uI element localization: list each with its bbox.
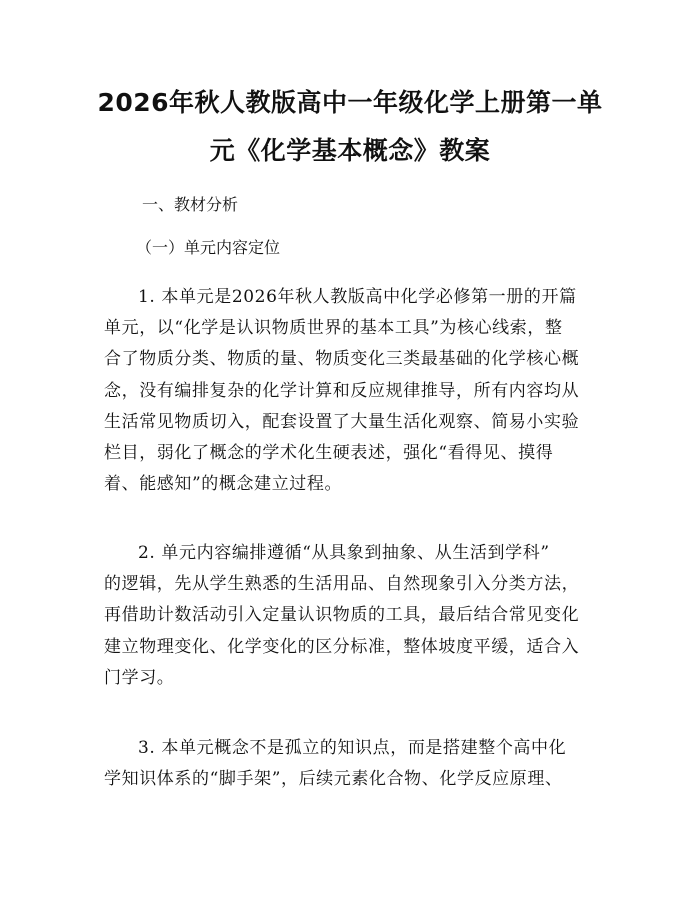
paragraph-line: 生活常见物质切入，配套设置了大量生活化观察、简易小实验: [104, 411, 580, 432]
paragraph-line: 门学习。: [104, 667, 175, 688]
section-heading: 一、教材分析: [142, 195, 239, 214]
paragraph-line: 3. 本单元概念不是孤立的知识点，而是搭建整个高中化: [138, 738, 567, 758]
paragraph-line: 再借助计数活动引入定量认识物质的工具，最后结合常见变化: [104, 605, 580, 626]
subsection-heading: （一）单元内容定位: [136, 238, 281, 257]
paragraph-2: [104, 538, 604, 694]
paragraph-line: 着、能感知”的概念建立过程。: [104, 474, 343, 495]
paragraph-line: 建立物理变化、化学变化的区分标准，整体坡度平缓，适合入: [104, 636, 580, 657]
paragraph-line: 念，没有编排复杂的化学计算和反应规律推导，所有内容均从: [104, 380, 580, 401]
document-title-line-2: 元《化学基本概念》教案: [209, 136, 491, 165]
paragraph-line: 学知识体系的“脚手架”，后续元素化合物、化学反应原理、: [104, 769, 563, 790]
paragraph-line: 单元，以“化学是认识物质世界的基本工具”为核心线索，整: [104, 318, 563, 339]
document-title-line-1: 2026年秋人教版高中一年级化学上册第一单: [97, 88, 603, 117]
paragraph-line: 栏目，弱化了概念的学术化生硬表述，强化“看得见、摸得: [104, 442, 554, 463]
paragraph-line: 的逻辑，先从学生熟悉的生活用品、自然现象引入分类方法，: [104, 574, 580, 595]
paragraph-1: [104, 282, 604, 500]
paragraph-line: 1. 本单元是2026年秋人教版高中化学必修第一册的开篇: [138, 287, 577, 307]
paragraph-line: 合了物质分类、物质的量、物质变化三类最基础的化学核心概: [104, 349, 580, 370]
paragraph-3: [104, 733, 604, 795]
paragraph-line: 2. 单元内容编排遵循“从具象到抽象、从生活到学科”: [138, 543, 550, 563]
